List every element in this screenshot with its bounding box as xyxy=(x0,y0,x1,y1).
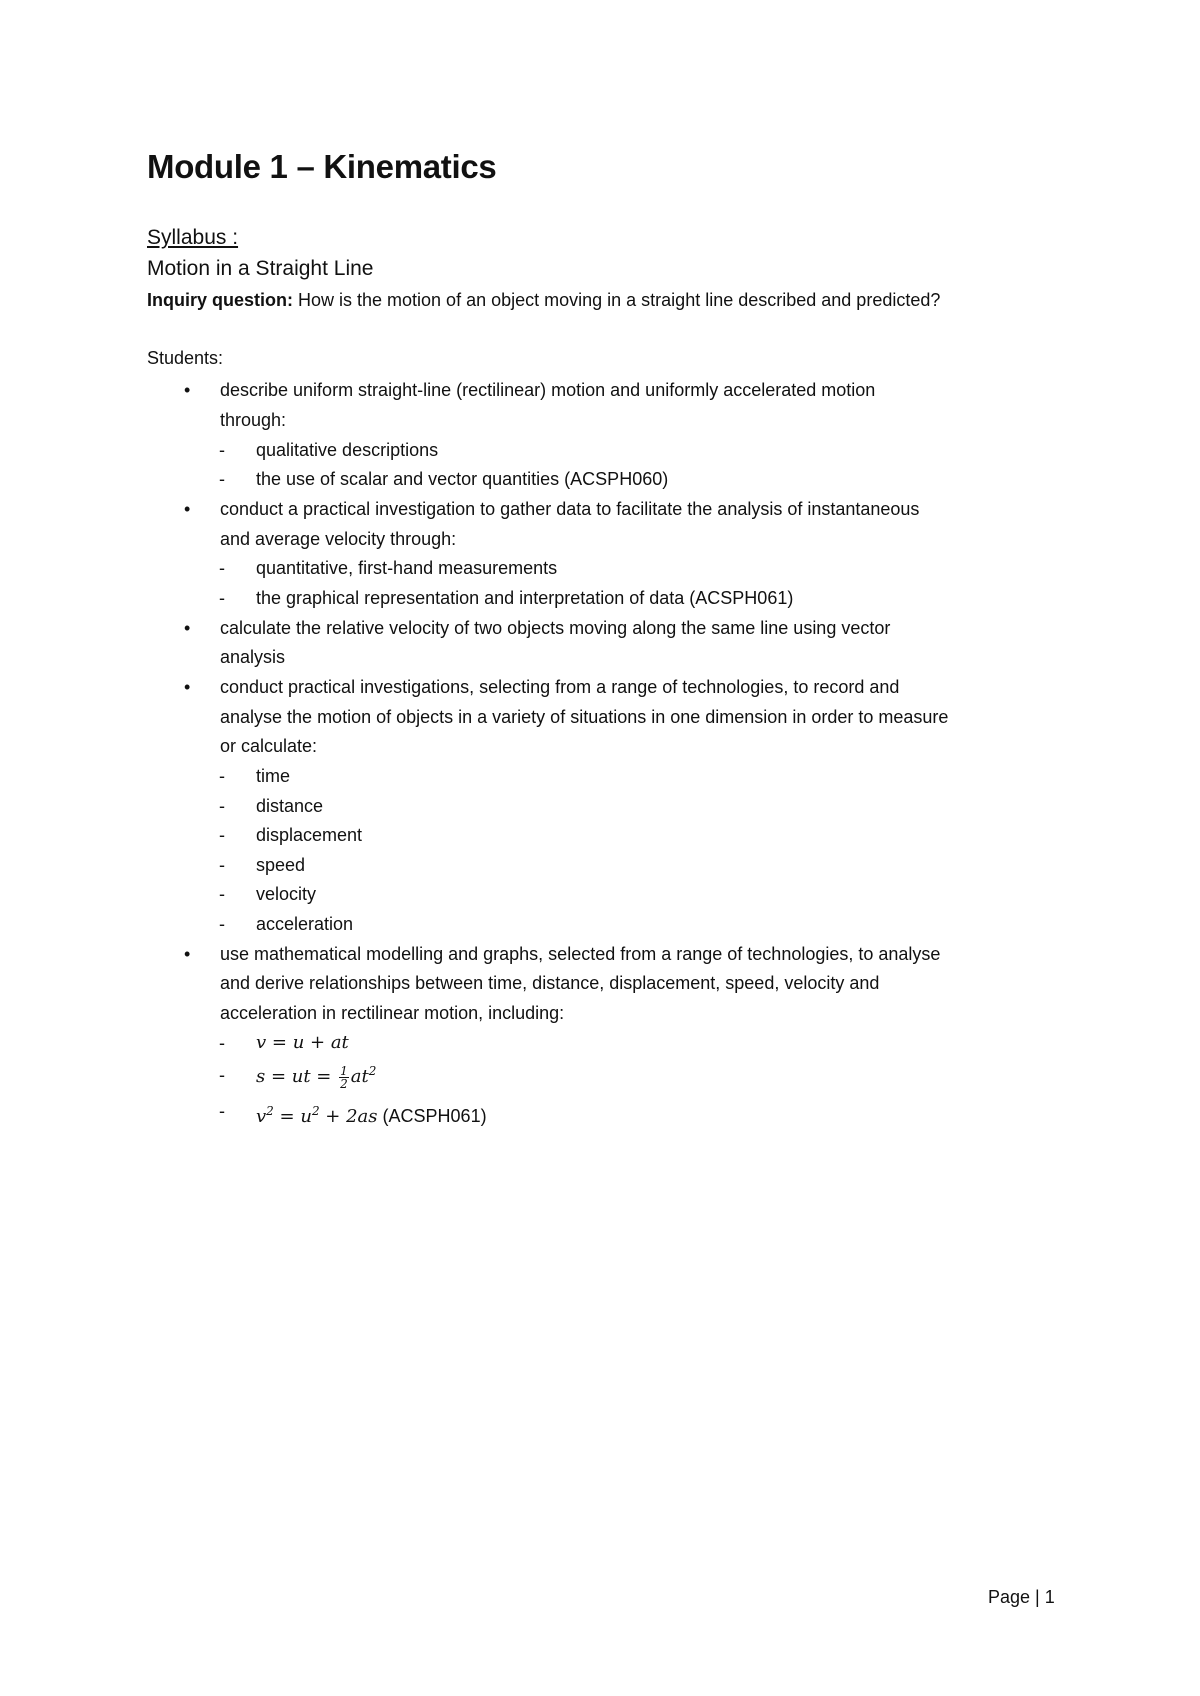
eq3-v-exponent: 2 xyxy=(266,1104,274,1118)
dash-marker: - xyxy=(219,440,225,460)
eq3-mid: = u xyxy=(273,1106,312,1127)
dash-marker: - xyxy=(219,469,225,489)
bullet-4-line-2: analyse the motion of objects in a variety of situations in one dimension in order to measure xyxy=(220,707,949,727)
sub-item: quantitative, first-hand measurements xyxy=(256,558,558,578)
fraction xyxy=(339,1065,349,1090)
bullet-2-line-1: conduct a practical investigation to gather data to facilitate the analysis of instantaneous xyxy=(220,499,920,519)
dash-marker: - xyxy=(219,884,225,904)
bullet-5-line-3: acceleration in rectilinear motion, including: xyxy=(220,1003,565,1023)
bullet-marker: • xyxy=(184,677,191,697)
dash-marker: - xyxy=(219,796,225,816)
sub-item: speed xyxy=(256,855,306,875)
bullet-1-line-2: through: xyxy=(220,410,287,430)
dash-marker: - xyxy=(219,1101,225,1121)
eq3-v: v xyxy=(256,1106,267,1127)
sub-item: distance xyxy=(256,796,324,816)
equation-velocity: v = u + at xyxy=(256,1032,349,1053)
syllabus-heading: Syllabus : xyxy=(147,226,239,249)
sub-item: velocity xyxy=(256,884,317,904)
bullet-5-line-1: use mathematical modelling and graphs, selected from a range of technologies, to analyse xyxy=(220,944,941,964)
students-label: Students: xyxy=(147,348,224,368)
dash-marker: - xyxy=(219,914,225,934)
equation-displacement xyxy=(256,1060,376,1090)
eq3-right: + 2as xyxy=(319,1106,378,1127)
sub-item: the graphical representation and interpretation of data (ACSPH061) xyxy=(256,588,794,608)
bullet-marker: • xyxy=(184,380,191,400)
bullet-4-line-1: conduct practical investigations, selecting from a range of technologies, to record and xyxy=(220,677,900,697)
bullet-4-line-3: or calculate: xyxy=(220,736,318,756)
bullet-5-line-2: and derive relationships between time, distance, displacement, speed, velocity and xyxy=(220,973,880,993)
sub-item: acceleration xyxy=(256,914,354,934)
inquiry-question xyxy=(147,290,940,311)
page-title: Module 1 – Kinematics xyxy=(147,148,497,185)
dash-marker: - xyxy=(219,825,225,845)
dash-marker: - xyxy=(219,1033,225,1053)
sub-item: qualitative descriptions xyxy=(256,440,439,460)
bullet-2-line-2: and average velocity through: xyxy=(220,529,457,549)
fraction-numerator: 1 xyxy=(340,1063,348,1078)
dash-marker: - xyxy=(219,558,225,578)
eq2-right: at xyxy=(350,1066,369,1087)
dash-marker: - xyxy=(219,766,225,786)
sub-item: displacement xyxy=(256,825,363,845)
eq2-left: s = ut = xyxy=(256,1066,338,1087)
sub-item: time xyxy=(256,766,291,786)
bullet-1-line-1: describe uniform straight-line (rectilinear) motion and uniformly accelerated motion xyxy=(220,380,876,400)
section-title: Motion in a Straight Line xyxy=(147,257,374,280)
eq3-code: (ACSPH061) xyxy=(377,1106,487,1126)
bullet-marker: • xyxy=(184,499,191,519)
equation-velocity-squared xyxy=(256,1100,487,1128)
inquiry-label: Inquiry question: xyxy=(147,290,293,310)
bullet-marker: • xyxy=(184,944,191,964)
eq3-u-exponent: 2 xyxy=(311,1104,320,1118)
eq2-exponent: 2 xyxy=(368,1064,377,1078)
fraction-denominator: 2 xyxy=(340,1076,348,1091)
bullet-3-line-1: calculate the relative velocity of two objects moving along the same line using vector xyxy=(220,618,891,638)
sub-item: the use of scalar and vector quantities (ACSPH060) xyxy=(256,469,669,489)
dash-marker: - xyxy=(219,588,225,608)
dash-marker: - xyxy=(219,1065,225,1085)
bullet-3-line-2: analysis xyxy=(220,647,286,667)
dash-marker: - xyxy=(219,855,225,875)
page-number: Page | 1 xyxy=(988,1587,1055,1607)
inquiry-text: How is the motion of an object moving in a straight line described and predicted? xyxy=(293,290,941,310)
bullet-marker: • xyxy=(184,618,191,638)
